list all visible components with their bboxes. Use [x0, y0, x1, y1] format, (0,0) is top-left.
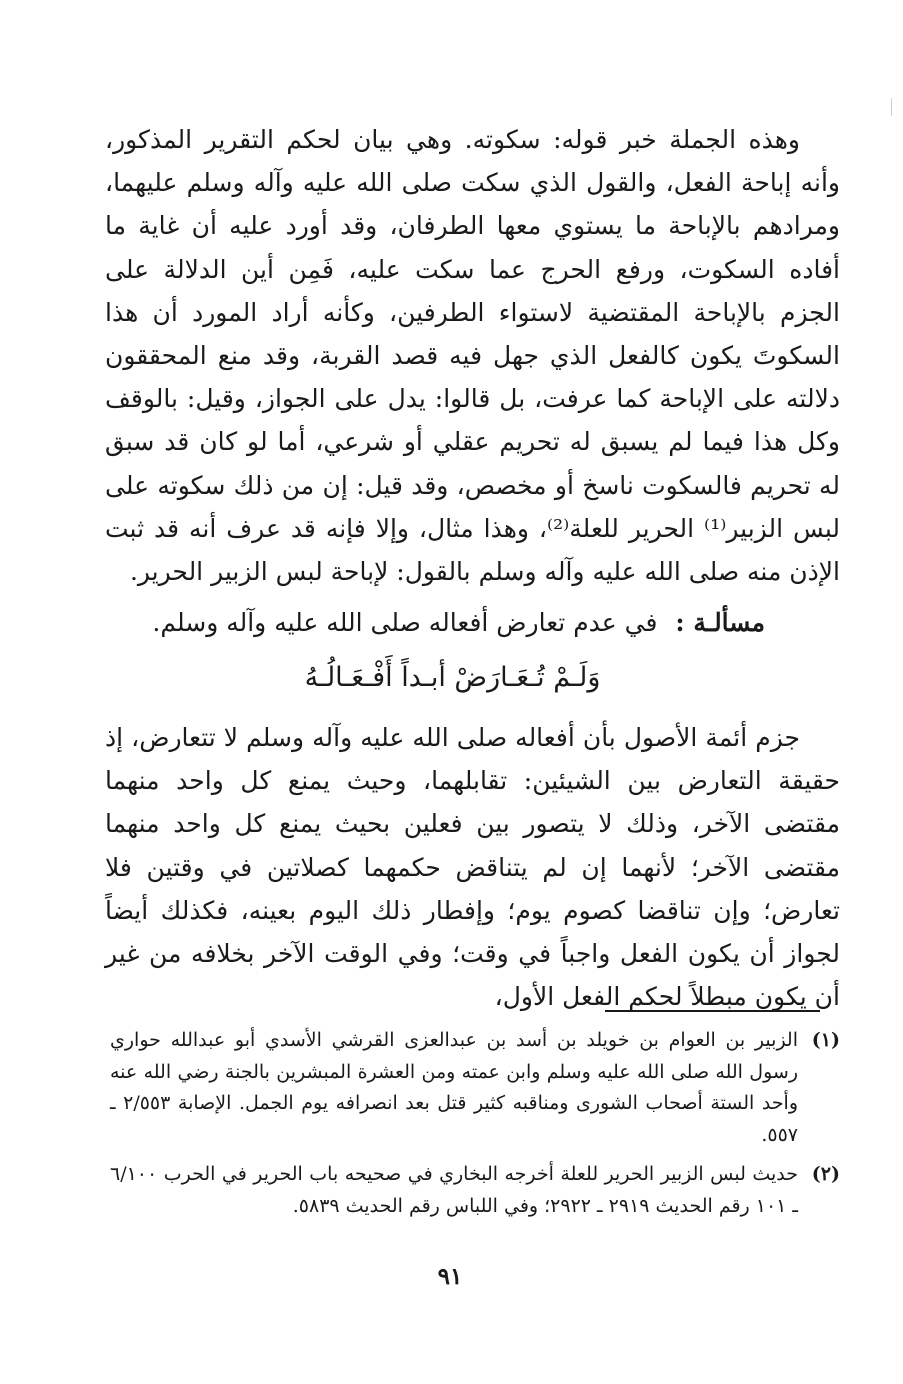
body-paragraph-2: جزم أئمة الأصول بأن أفعاله صلى الله عليه وآله وسلم لا تتعارض، إذ حقيقة التعارض بين الشيئين: تقابلهما، وحيث يمنع كل واحد منهما مقتضى الآخر، وذلك لا يتصور بين فعلين بحيث يمنع كل واحد منهما مقتضى الآخر؛ لأنهما إن لم يتناقض حكمهما كصلاتين في وقتين فلا تعارض؛ وإن تناقضا كصوم يوم؛ وإفطار ذلك اليوم بعينه، فكذلك أيضاً لجواز أن يكون الفعل واجباً في وقت؛ وفي الوقت الآخر بخلافه من غير أن يكون مبطلاً لحكم الفعل الأول،: [105, 723, 840, 1012]
section-label: مسألـة :: [675, 608, 765, 637]
footnote-text: الزبير بن العوام بن خويلد بن أسد بن عبدالعزى القرشي الأسدي أبو عبدالله حواري رسول الله صلى الله عليه وسلم وابن عمته ومن العشرة المبشرين بالجنة رضي الله عنه وأحد الستة أصحاب الشورى ومناقبه كثير قتل بعد انصرافه يوم الجمل. الإصابة ٢/٥٥٣ ـ ٥٥٧.: [110, 1029, 798, 1146]
body-paragraph-1: وهذه الجملة خبر قوله: سكوته. وهي بيان لحكم التقرير المذكور، وأنه إباحة الفعل، والقول الذي سكت صلى الله عليه وآله وسلم عليهما، ومرادهم بالإباحة ما يستوي معها الطرفان، وقد أورد عليه أن غاية ما أفاده السكوت، ورفع الحرج عما سكت عليه، فَمِن أين الدلالة على الجزم بالإباحة المقتضية لاستواء الطرفين، وكأنه أراد المورد أن هذا السكوتَ يكون كالفعل الذي جهل فيه قصد القربة، وقد منع المحققون دلالته على الإباحة كما عرفت، بل قالوا: يدل على الجواز، وقيل: بالوقف وكل هذا فيما لم يسبق له تحريم عقلي أو شرعي، أما لو كان قد سبق له تحريم فالسكوت ناسخ أو مخصص، وقد قيل: إن من ذلك سكوته على لبس الزبير⁽¹⁾ الحرير للعلة⁽²⁾، وهذا مثال، وإلا فإنه قد عرف أنه قد ثبت الإذن منه صلى الله عليه وآله وسلم بالقول: لإباحة لبس الزبير الحرير.: [105, 125, 840, 587]
footnotes: [110, 1025, 840, 1230]
footnote-number: (٢): [811, 1163, 840, 1185]
section-title-text: في عدم تعارض أفعاله صلى الله عليه وآله وسلم.: [152, 608, 658, 637]
scan-edge-mark: [891, 98, 892, 116]
section-heading: [105, 604, 765, 642]
footnote-1: [110, 1025, 840, 1151]
footnote-separator: [605, 1010, 820, 1012]
footnote-2: [110, 1159, 840, 1222]
verse-line: وَلَـمْ تُـعَـارَضْ أبـداً أَفْـعَـالُـهُ: [304, 662, 601, 693]
footnote-number: (١): [811, 1029, 840, 1051]
page-number: ٩١: [437, 1263, 463, 1290]
footnote-text: حديث لبس الزبير الحرير للعلة أخرجه البخاري في صحيحه باب الحرير في الحرب ٦/١٠٠ ـ ١٠١ رقم الحديث ٢٩١٩ ـ ٢٩٢٢؛ وفي اللباس رقم الحديث ٥٨٣٩.: [110, 1163, 798, 1217]
